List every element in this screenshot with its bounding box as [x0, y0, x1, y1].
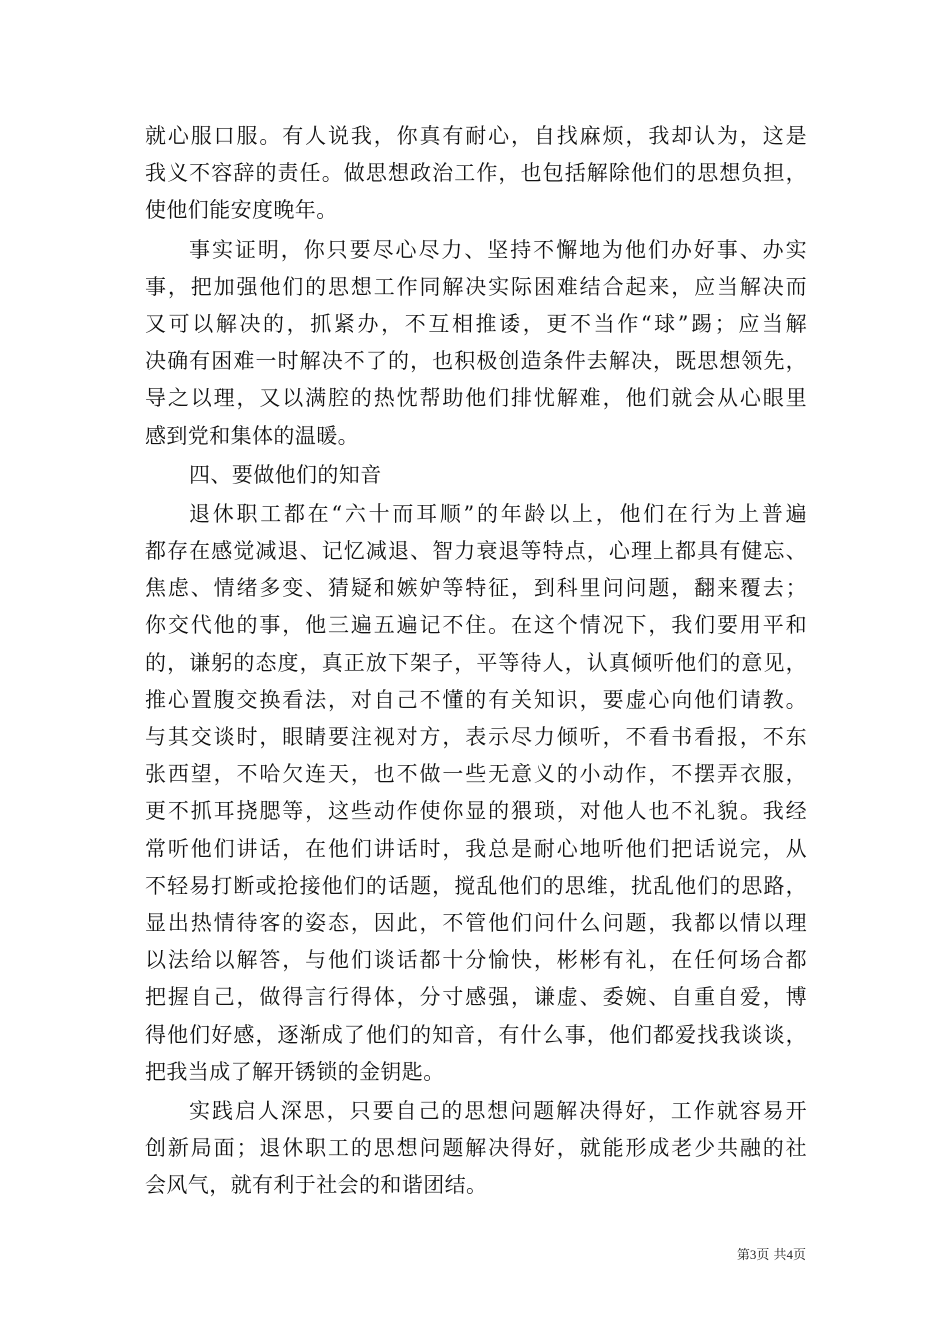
text-line: 创新局面；退休职工的思想问题解决得好，就能形成老少共融的社: [145, 1136, 807, 1161]
text-line: 我义不容辞的责任。做思想政治工作，也包括解除他们的思想负担，: [145, 161, 807, 186]
text-line: 推心置腹交换看法，对自己不懂的有关知识，要虚心向他们请教。: [145, 687, 807, 712]
total-pages-number: 4: [786, 1247, 793, 1262]
text-line: 四、要做他们的知音: [189, 462, 382, 487]
footer-middle: 页 共: [756, 1248, 787, 1263]
text-line: 导之以理，又以满腔的热忱帮助他们排忧解难，他们就会从心眼里: [145, 386, 807, 411]
document-body: [145, 118, 807, 1206]
footer-suffix: 页: [792, 1248, 806, 1263]
paragraph: [145, 457, 807, 494]
text-line: 张西望，不哈欠连天，也不做一些无意义的小动作，不摆弄衣服，: [145, 762, 807, 787]
text-line: 就心服口服。有人说我，你真有耐心，自找麻烦，我却认为，这是: [145, 124, 807, 148]
text-line: 都存在感觉减退、记忆减退、智力衰退等特点，心理上都具有健忘、: [145, 539, 807, 564]
text-line: 会风气，就有利于社会的和谐团结。: [145, 1173, 488, 1198]
paragraph: [145, 118, 807, 230]
paragraph: [145, 1093, 807, 1205]
text-line: 更不抓耳挠腮等，这些动作使你显的猥琐，对他人也不礼貌。我经: [145, 799, 807, 824]
text-line: 以法给以解答，与他们谈话都十分愉快，彬彬有礼，在任何场合都: [145, 948, 807, 973]
text-line: 与其交谈时，眼睛要注视对方，表示尽力倾听，不看书看报，不东: [145, 725, 807, 749]
paragraph: [145, 496, 807, 1091]
text-line: 使他们能安度晚年。: [145, 198, 338, 223]
text-line: 退休职工都在“六十而耳顺”的年龄以上，他们在行为上普遍: [189, 501, 807, 526]
text-line: 得他们好感，逐渐成了他们的知音，有什么事，他们都爱找我谈谈，: [145, 1022, 807, 1047]
text-line: 把我当成了解开锈锁的金钥匙。: [145, 1059, 445, 1084]
text-line: 常听他们讲话，在他们讲话时，我总是耐心地听他们把话说完，从: [145, 836, 807, 861]
text-line: 决确有困难一时解决不了的，也积极创造条件去解决，既思想领先，: [145, 349, 807, 374]
text-line: 又可以解决的，抓紧办，不互相推诿，更不当作“球”踢；应当解: [145, 311, 807, 336]
text-line: 你交代他的事，他三遍五遍记不住。在这个情况下，我们要用平和: [145, 613, 807, 638]
text-line: 感到党和集体的温暖。: [145, 423, 359, 448]
text-line: 显出热情待客的姿态，因此，不管他们问什么问题，我都以情以理: [145, 910, 807, 935]
text-line: 不轻易打断或抢接他们的话题，搅乱他们的思维，扰乱他们的思路，: [145, 873, 807, 898]
text-line: 事，把加强他们的思想工作同解决实际困难结合起来，应当解决而: [145, 274, 807, 299]
text-line: 的，谦躬的态度，真正放下架子，平等待人，认真倾听他们的意见，: [145, 650, 807, 675]
paragraph: [145, 232, 807, 455]
current-page-number: 3: [749, 1247, 757, 1262]
text-line: 把握自己，做得言行得体，分寸感强，谦虚、委婉、自重自爱，博: [145, 985, 807, 1010]
text-line: 焦虑、情绪多变、猜疑和嫉妒等特征，到科里问问题，翻来覆去；: [145, 576, 807, 601]
text-line: 事实证明，你只要尽心尽力、坚持不懈地为他们办好事、办实: [189, 237, 807, 262]
footer-prefix: 第: [736, 1248, 750, 1263]
page-footer: [700, 1246, 806, 1265]
text-line: 实践启人深思，只要自己的思想问题解决得好，工作就容易开: [189, 1098, 807, 1123]
